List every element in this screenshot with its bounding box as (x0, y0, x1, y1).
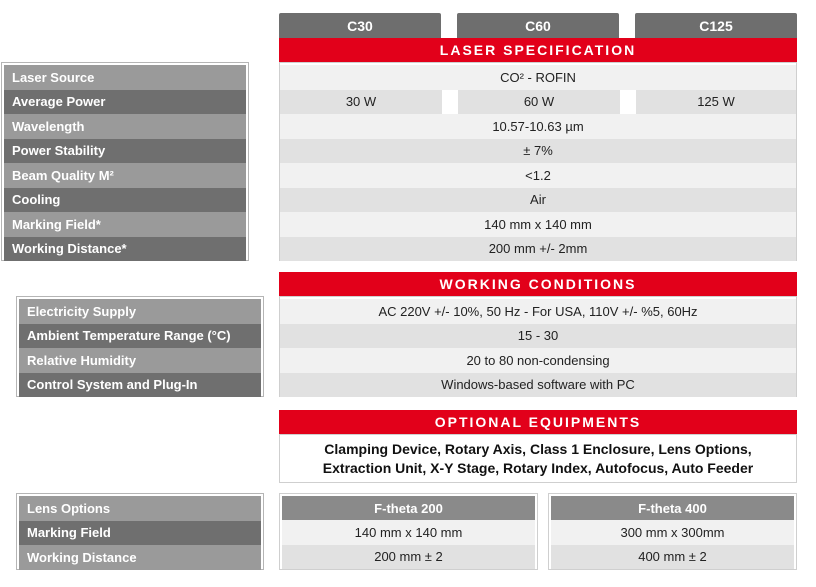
optional-equipments-list (279, 434, 797, 483)
lens-option-f-theta-400 (548, 493, 797, 570)
laser-spec-banner: LASER SPECIFICATION (279, 38, 797, 62)
label-lens-options: Lens Options (19, 496, 261, 521)
lens-working-distance-value: 200 mm ± 2 (282, 545, 535, 570)
lens-labels (16, 493, 264, 570)
value-control-system: Windows-based software with PC (280, 373, 796, 398)
value-power-c60: 60 W (458, 90, 620, 115)
value-power-c125: 125 W (636, 90, 796, 115)
tab-c125: C125 (635, 13, 797, 38)
laser-spec-values (279, 62, 797, 261)
label-marking-field: Marking Field* (4, 212, 246, 237)
label-lens-working-distance: Working Distance (19, 545, 261, 570)
lens-option-f-theta-200 (279, 493, 538, 570)
value-relative-humidity: 20 to 80 non-condensing (280, 348, 796, 373)
lens-option-name: F-theta 200 (282, 496, 535, 520)
lens-marking-field-value: 140 mm x 140 mm (282, 520, 535, 545)
optional-line-1: Clamping Device, Rotary Axis, Class 1 Enclosure, Lens Options, (324, 440, 752, 457)
working-conditions-banner: WORKING CONDITIONS (279, 272, 797, 296)
value-electricity-supply: AC 220V +/- 10%, 50 Hz - For USA, 110V +/- %5, 60Hz (280, 299, 796, 324)
lens-working-distance-value: 400 mm ± 2 (551, 545, 794, 570)
lens-marking-field-value: 300 mm x 300mm (551, 520, 794, 545)
value-ambient-temperature: 15 - 30 (280, 324, 796, 349)
optional-line-2: Extraction Unit, X-Y Stage, Rotary Index, Autofocus, Auto Feeder (322, 459, 754, 476)
tab-c60: C60 (457, 13, 619, 38)
label-working-distance: Working Distance* (4, 237, 246, 262)
value-power-c30: 30 W (280, 90, 442, 115)
label-relative-humidity: Relative Humidity (19, 348, 261, 373)
label-average-power: Average Power (4, 90, 246, 115)
label-ambient-temperature: Ambient Temperature Range (°C) (19, 324, 261, 349)
working-conditions-values (279, 296, 797, 397)
label-electricity-supply: Electricity Supply (19, 299, 261, 324)
value-wavelength: 10.57-10.63 µm (280, 114, 796, 139)
value-laser-source: CO² - ROFIN (280, 65, 796, 90)
label-lens-marking-field: Marking Field (19, 521, 261, 546)
tab-c30: C30 (279, 13, 441, 38)
label-laser-source: Laser Source (4, 65, 246, 90)
label-power-stability: Power Stability (4, 139, 246, 164)
label-wavelength: Wavelength (4, 114, 246, 139)
label-control-system: Control System and Plug-In (19, 373, 261, 398)
value-marking-field: 140 mm x 140 mm (280, 212, 796, 237)
lens-option-name: F-theta 400 (551, 496, 794, 520)
value-cooling: Air (280, 188, 796, 213)
value-power-stability: ± 7% (280, 139, 796, 164)
working-conditions-labels (16, 296, 264, 397)
value-working-distance: 200 mm +/- 2mm (280, 237, 796, 262)
label-cooling: Cooling (4, 188, 246, 213)
value-beam-quality: <1.2 (280, 163, 796, 188)
laser-spec-labels (1, 62, 249, 261)
label-beam-quality: Beam Quality M² (4, 163, 246, 188)
value-average-power-row (280, 90, 796, 115)
optional-equipments-banner: OPTIONAL EQUIPMENTS (279, 410, 797, 434)
